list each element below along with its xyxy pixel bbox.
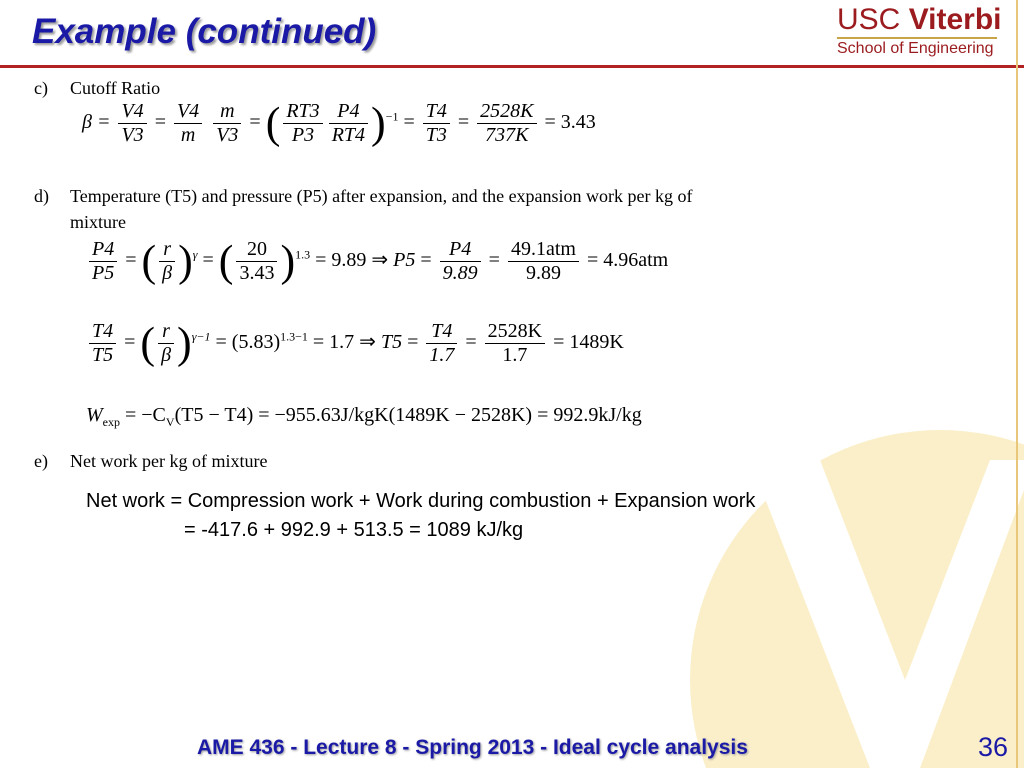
item-c-label: c) <box>34 78 48 98</box>
logo-viterbi: Viterbi <box>908 3 1002 36</box>
equation-t5: $\frac{T4}{T5}$ = ( $\frac{r}{\beta}$ )$^{\gamma-1} = (5.83)^{1.3-1} = 1.7$ ⇒ T5 = $\frac{T4}{1.7}$ = $\frac{2528K}{1.7}$ = 1489K <box>86 320 624 367</box>
net-work-line1: Net work = Compression work + Work during combustion + Expansion work <box>86 490 756 512</box>
beta-lhs: β = <box>82 111 111 134</box>
p5-result: = 4.96atm <box>586 249 669 272</box>
equation-p5: $\frac{P4}{P5}$ = ( $\frac{r}{\beta}$ )$^\gamma$ = ( $\frac{20}{3.43}$ )$^{1.3}$ = 9.89 ⇒ P5 = $\frac{P4}{9.89}$ = $\frac{\text{49.1atm}}{9.89}$ = 4.96atm <box>86 238 668 285</box>
item-e <box>34 451 267 472</box>
item-e-text: Net work per kg of mixture <box>70 451 268 471</box>
item-c-text: Cutoff Ratio <box>70 78 161 98</box>
item-e-label: e) <box>34 451 48 471</box>
slide-title: Example (continued) <box>32 12 377 51</box>
beta-result: = 3.43 <box>544 111 596 134</box>
item-d-label: d) <box>34 186 49 206</box>
logo-usc: USC <box>837 3 901 36</box>
usc-viterbi-logo <box>837 4 1002 58</box>
viterbi-watermark <box>690 430 1024 768</box>
title-rule <box>0 65 1024 68</box>
net-work-line2: = -417.6 + 992.9 + 513.5 = 1089 kJ/kg <box>184 519 524 541</box>
item-d-text: Temperature (T5) and pressure (P5) after expansion, and the expansion work per kg of <box>70 186 693 206</box>
frac-m-v3: $\frac{m}{V3}$ <box>213 100 241 147</box>
frac-v4-m: $\frac{V4}{m}$ <box>174 100 202 147</box>
equation-beta: β = $\frac{V4}{V3}$ = $\frac{V4}{m}$ $\frac{m}{V3}$ = ( $\frac{RT3}{P3}$ $\frac{P4}{RT4}$ )$^{-1}$ = $\frac{T4}{T3}$ = $\frac{2528K}{737K}$ = 3.43 <box>82 98 596 148</box>
t5-result: = 1489K <box>553 331 624 354</box>
logo-school: School of Engineering <box>837 40 994 57</box>
frac-2528-737: $\frac{2528K}{737K}$ <box>477 100 536 147</box>
item-d-text2: mixture <box>70 212 126 232</box>
frac-p4-rt4: $\frac{P4}{RT4}$ <box>329 100 368 147</box>
page-number: 36 <box>977 732 1008 762</box>
equation-wexp: $W_{exp} = -C_V(T5 - T4) = -955.63J/kgK(1489K - 2528K) = 992.9kJ/kg$ <box>86 404 642 429</box>
side-rule <box>1016 0 1018 768</box>
frac-rt3-p3: $\frac{RT3}{P3}$ <box>283 100 322 147</box>
frac-t4-t3: $\frac{T4}{T3}$ <box>423 100 450 147</box>
frac-v4-v3: $\frac{V4}{V3}$ <box>118 100 146 147</box>
item-c <box>34 78 160 99</box>
footer-text: AME 436 - Lecture 8 - Spring 2013 - Ideal cycle analysis <box>197 736 748 759</box>
item-d <box>34 186 693 207</box>
